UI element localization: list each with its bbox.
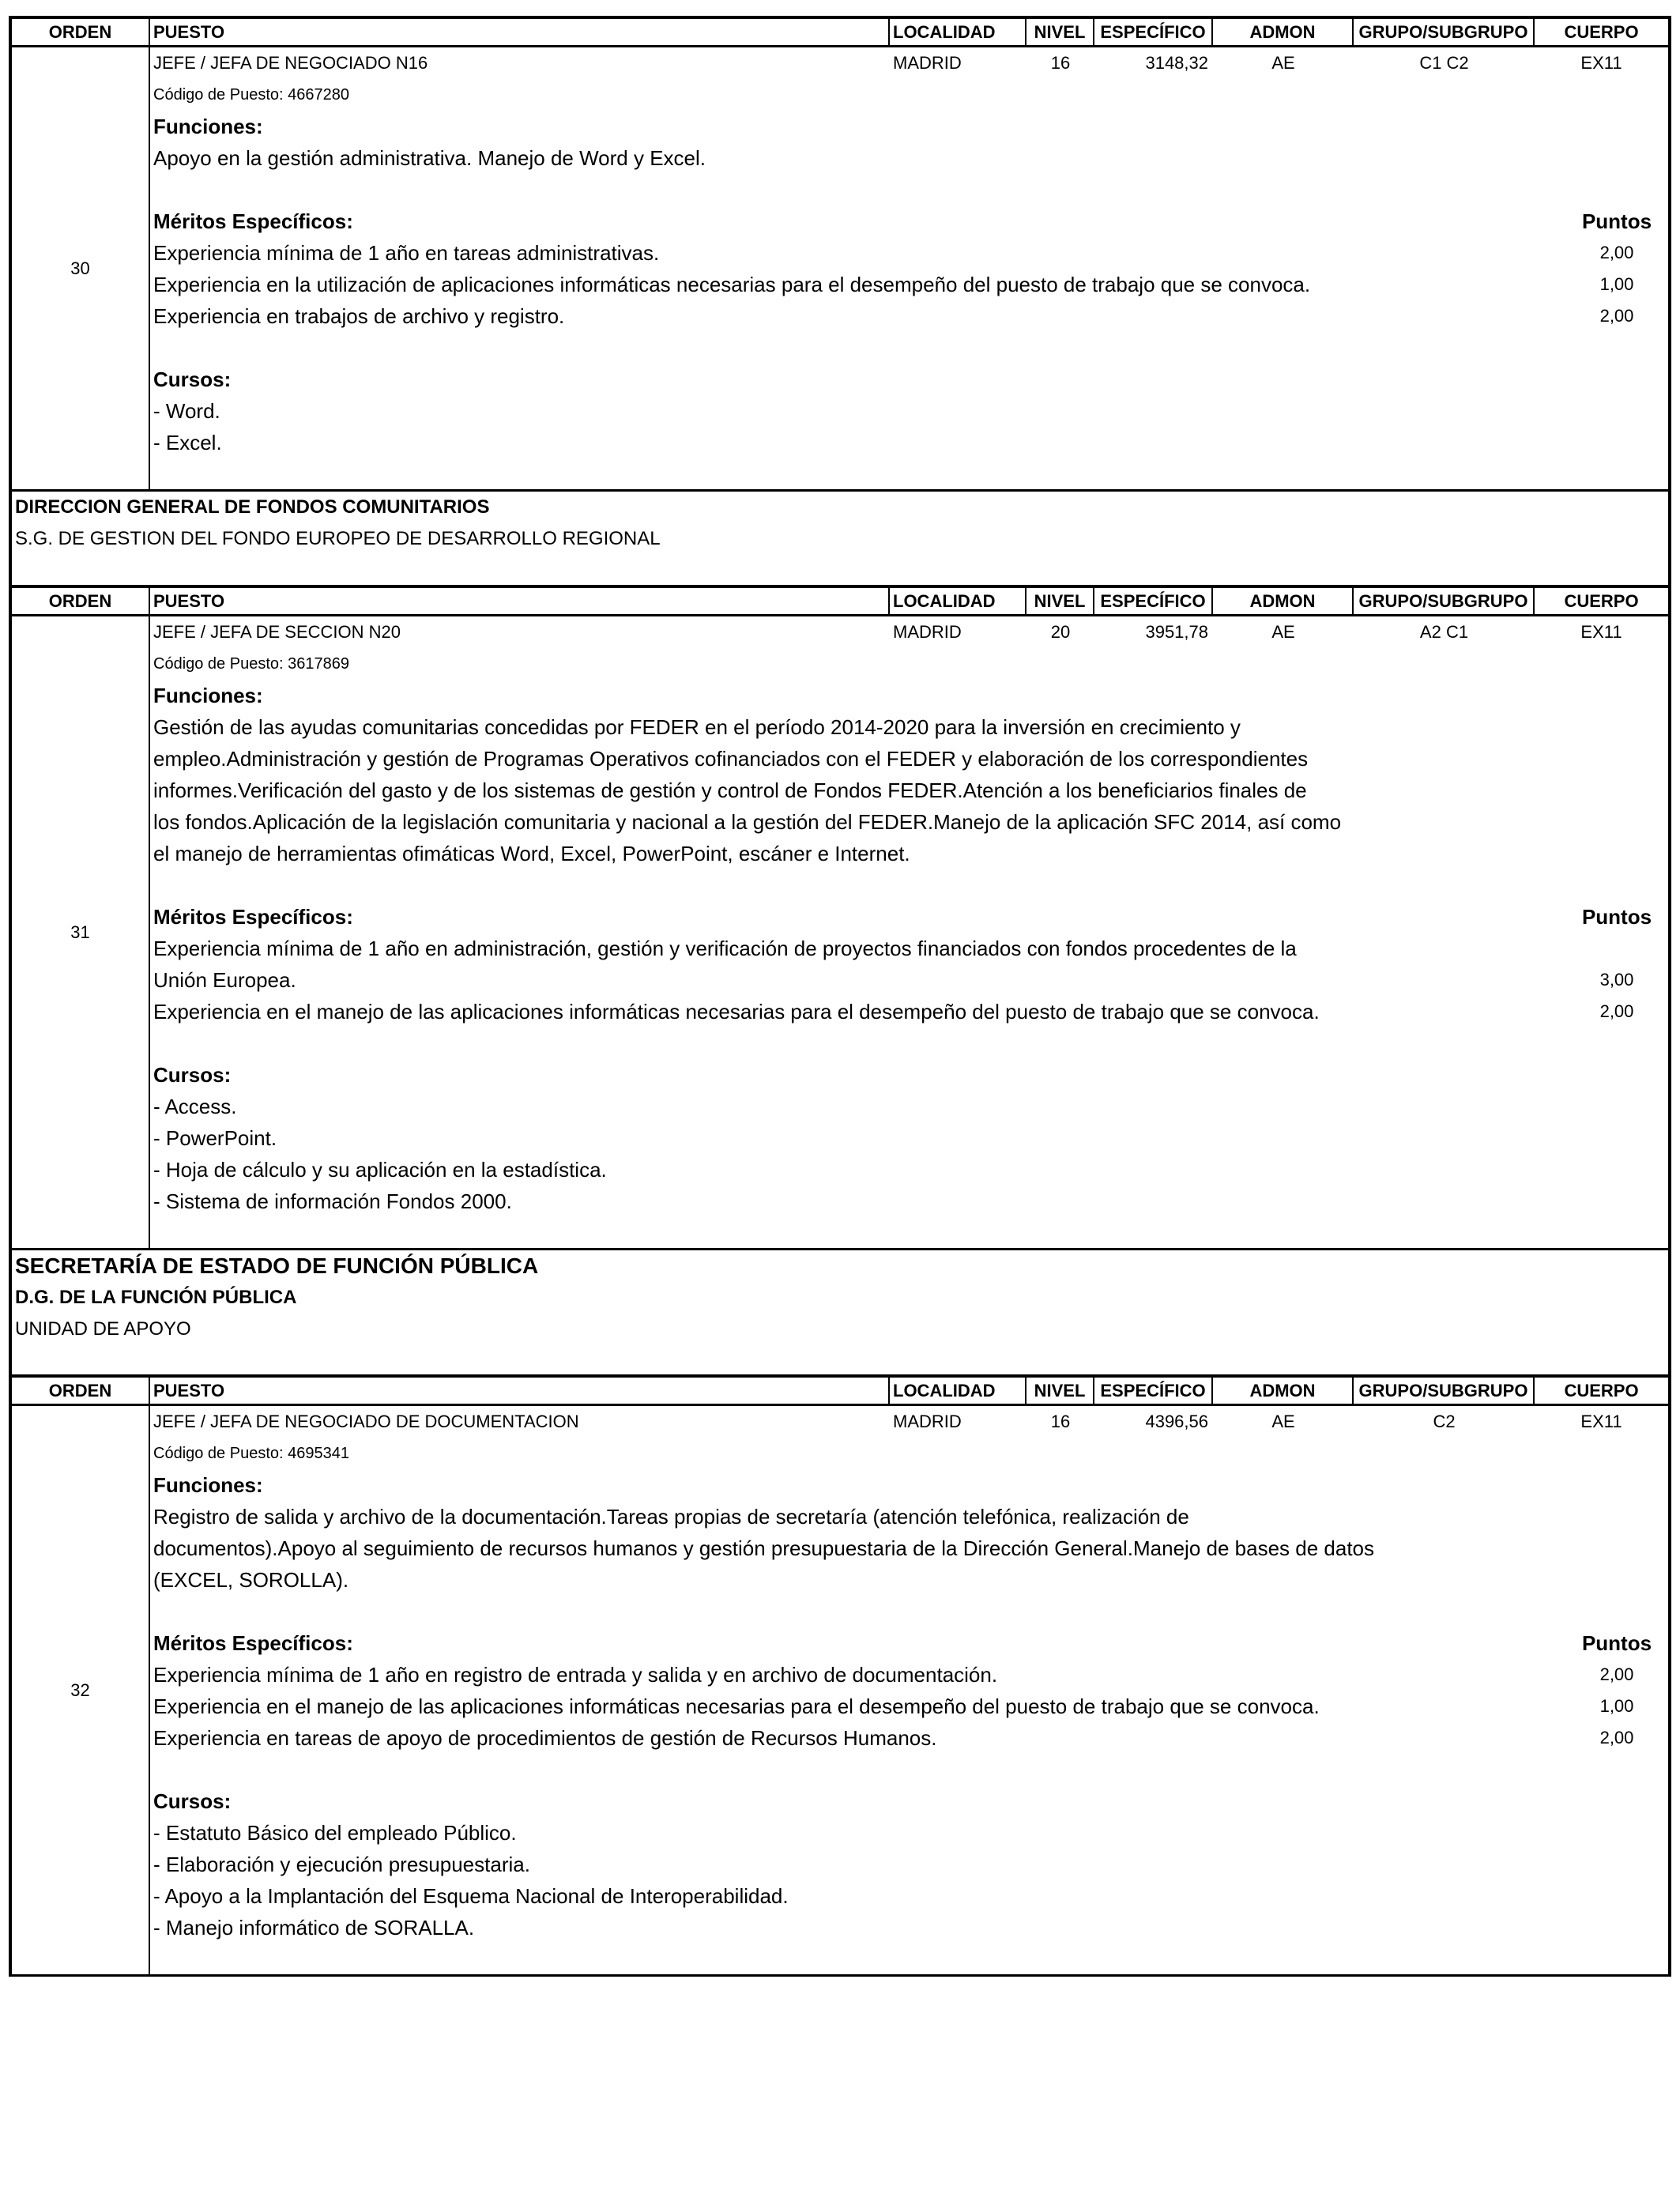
- entry-orden: 32: [12, 1406, 150, 1974]
- funciones-line: empleo.Administración y gestión de Programas Operativos cofinanciados con el FEDER y elaboración de los correspondientes: [153, 747, 1309, 771]
- funciones-label: Funciones:: [153, 1473, 263, 1497]
- merito-row: [153, 964, 1668, 996]
- puesto-title: JEFE / JEFA DE NEGOCIADO DE DOCUMENTACION: [153, 1412, 579, 1431]
- codigo-puesto: Código de Puesto: 3617869: [153, 655, 349, 673]
- header-localidad: LOCALIDAD: [890, 19, 1026, 45]
- section-secretaria: SECRETARÍA DE ESTADO DE FUNCIÓN PÚBLICA: [15, 1253, 539, 1278]
- header-admon: ADMON: [1213, 588, 1354, 614]
- column-header-row: [9, 16, 1671, 47]
- merito-text: Experiencia en el manejo de las aplicaciones informáticas necesarias para el desempeño del puesto de trabajo que se convoca.: [153, 1695, 1320, 1718]
- header-puesto: PUESTO: [150, 19, 890, 45]
- header-cuerpo: CUERPO: [1564, 1381, 1639, 1400]
- merito-row: [153, 269, 1668, 300]
- header-orden: ORDEN: [12, 588, 150, 614]
- puesto-localidad: MADRID: [893, 53, 962, 73]
- merito-text: Experiencia en trabajos de archivo y registro.: [153, 304, 565, 328]
- meritos-label: Méritos Específicos:: [153, 905, 353, 929]
- section-funcion-publica: [9, 1248, 1671, 1374]
- puesto-line: [153, 47, 1668, 79]
- funciones-label: Funciones:: [153, 684, 263, 707]
- puntos-label: Puntos: [1581, 1631, 1652, 1655]
- puesto-especifico: 4396,56: [1145, 1412, 1208, 1431]
- entry-31: [9, 616, 1671, 1248]
- funciones-line: los fondos.Aplicación de la legislación comunitaria y nacional a la gestión del FEDER.Manejo de la aplicación SFC 2014, así como: [153, 810, 1342, 834]
- header-cuerpo: CUERPO: [1564, 22, 1639, 42]
- puesto-localidad: MADRID: [893, 622, 962, 642]
- merito-points: 2,00: [1599, 306, 1634, 326]
- funciones-line: documentos).Apoyo al seguimiento de recursos humanos y gestión presupuestaria de la Dirección General.Manejo de bases de datos: [153, 1536, 1375, 1560]
- table-bottom-border: [9, 1974, 1671, 1977]
- puesto-cuerpo: EX11: [1580, 1412, 1622, 1431]
- merito-row: [153, 300, 1668, 332]
- header-nivel: NIVEL: [1026, 588, 1094, 614]
- puesto-nivel: 16: [1050, 53, 1071, 73]
- header-grupo: GRUPO/SUBGRUPO: [1354, 19, 1535, 45]
- merito-points: 2,00: [1599, 1728, 1634, 1747]
- curso-item: - Hoja de cálculo y su aplicación en la estadística.: [153, 1158, 607, 1182]
- section-fondos-comunitarios: [9, 489, 1671, 585]
- header-especifico: ESPECÍFICO: [1094, 588, 1213, 614]
- curso-item: - Elaboración y ejecución presupuestaria.: [153, 1853, 530, 1876]
- puesto-especifico: 3148,32: [1145, 53, 1208, 73]
- header-especifico: ESPECÍFICO: [1094, 1378, 1213, 1404]
- header-localidad: LOCALIDAD: [890, 1378, 1026, 1404]
- funciones-label: Funciones:: [153, 115, 263, 138]
- curso-item: - Estatuto Básico del empleado Público.: [153, 1821, 517, 1845]
- funciones-line: (EXCEL, SOROLLA).: [153, 1568, 349, 1592]
- header-puesto: PUESTO: [150, 1378, 890, 1404]
- puesto-admon: AE: [1271, 1412, 1295, 1431]
- entry-32: [9, 1406, 1671, 1974]
- header-orden: ORDEN: [12, 1378, 150, 1404]
- column-header-row: [9, 1374, 1671, 1406]
- funciones-line: Gestión de las ayudas comunitarias concedidas por FEDER en el período 2014-2020 para la inversión en crecimiento y: [153, 715, 1241, 739]
- funciones-line: el manejo de herramientas ofimáticas Word, Excel, PowerPoint, escáner e Internet.: [153, 842, 910, 865]
- header-grupo: GRUPO/SUBGRUPO: [1354, 1378, 1535, 1404]
- cursos-label: Cursos:: [153, 368, 232, 391]
- funciones-line: Registro de salida y archivo de la documentación.Tareas propias de secretaría (atención telefónica, realización de: [153, 1505, 1189, 1529]
- puesto-title: JEFE / JEFA DE NEGOCIADO N16: [153, 53, 428, 73]
- meritos-label: Méritos Específicos:: [153, 1631, 353, 1655]
- curso-item: - Word.: [153, 399, 220, 423]
- entry-body: [150, 616, 1668, 1248]
- merito-row: [153, 996, 1668, 1027]
- merito-text: Experiencia en el manejo de las aplicaciones informáticas necesarias para el desempeño del puesto de trabajo que se convoca.: [153, 1000, 1320, 1023]
- header-orden: ORDEN: [12, 19, 150, 45]
- section-direccion: DIRECCION GENERAL DE FONDOS COMUNITARIOS: [15, 496, 490, 518]
- header-puesto: PUESTO: [150, 588, 890, 614]
- merito-points: 1,00: [1599, 1696, 1634, 1716]
- section-unidad: UNIDAD DE APOYO: [15, 1318, 191, 1340]
- merito-row: [153, 1722, 1668, 1754]
- puntos-label: Puntos: [1581, 905, 1652, 929]
- puesto-title: JEFE / JEFA DE SECCION N20: [153, 622, 401, 642]
- merito-text: Experiencia en tareas de apoyo de procedimientos de gestión de Recursos Humanos.: [153, 1726, 937, 1750]
- puesto-grupo: C2: [1433, 1412, 1456, 1431]
- puesto-cuerpo: EX11: [1580, 53, 1622, 73]
- puesto-cuerpo: EX11: [1580, 622, 1622, 642]
- puesto-grupo: A2 C1: [1419, 622, 1469, 642]
- merito-text: Experiencia mínima de 1 año en tareas administrativas.: [153, 241, 660, 265]
- header-localidad: LOCALIDAD: [890, 588, 1026, 614]
- curso-item: - Access.: [153, 1095, 237, 1118]
- entry-body: [150, 1406, 1668, 1974]
- cursos-label: Cursos:: [153, 1063, 232, 1087]
- merito-text: Experiencia mínima de 1 año en registro de entrada y salida y en archivo de documentación.: [153, 1663, 998, 1687]
- merito-text: Experiencia mínima de 1 año en administración, gestión y verificación de proyectos financiados con fondos procedentes de la: [153, 937, 1297, 960]
- cursos-label: Cursos:: [153, 1789, 232, 1813]
- funciones-line: informes.Verificación del gasto y de los sistemas de gestión y control de Fondos FEDER.Atención a los beneficiarios finales de: [153, 778, 1307, 802]
- entry-orden: 30: [12, 47, 150, 489]
- merito-text: Unión Europea.: [153, 968, 296, 992]
- curso-item: - Apoyo a la Implantación del Esquema Nacional de Interoperabilidad.: [153, 1884, 789, 1908]
- entry-body: [150, 47, 1668, 489]
- puesto-admon: AE: [1271, 622, 1295, 642]
- merito-points: 2,00: [1599, 243, 1634, 262]
- header-grupo: GRUPO/SUBGRUPO: [1354, 588, 1535, 614]
- merito-text: Experiencia en la utilización de aplicaciones informáticas necesarias para el desempeño del puesto de trabajo que se convoca.: [153, 273, 1311, 296]
- header-nivel: NIVEL: [1026, 19, 1094, 45]
- merito-row: [153, 933, 1668, 964]
- merito-points: [1565, 933, 1668, 964]
- meritos-label: Méritos Específicos:: [153, 209, 353, 233]
- curso-item: - Excel.: [153, 431, 222, 454]
- section-subdireccion: S.G. DE GESTION DEL FONDO EUROPEO DE DESARROLLO REGIONAL: [15, 528, 661, 549]
- puesto-line: [153, 1406, 1668, 1438]
- puesto-line: [153, 616, 1668, 648]
- puesto-grupo: C1 C2: [1419, 53, 1469, 73]
- header-cuerpo: CUERPO: [1564, 591, 1639, 611]
- merito-row: [153, 1659, 1668, 1691]
- puntos-label: Puntos: [1581, 209, 1652, 233]
- entry-30: [9, 47, 1671, 489]
- puesto-especifico: 3951,78: [1145, 622, 1208, 642]
- puesto-nivel: 16: [1050, 1412, 1071, 1431]
- puesto-admon: AE: [1271, 53, 1295, 73]
- puesto-localidad: MADRID: [893, 1412, 962, 1431]
- merito-row: [153, 1691, 1668, 1722]
- header-admon: ADMON: [1213, 19, 1354, 45]
- merito-points: 2,00: [1599, 1001, 1634, 1021]
- merito-points: 1,00: [1599, 274, 1634, 294]
- header-nivel: NIVEL: [1026, 1378, 1094, 1404]
- puesto-nivel: 20: [1050, 622, 1071, 642]
- column-header-row: [9, 585, 1671, 616]
- header-admon: ADMON: [1213, 1378, 1354, 1404]
- codigo-puesto: Código de Puesto: 4667280: [153, 86, 349, 104]
- header-especifico: ESPECÍFICO: [1094, 19, 1213, 45]
- curso-item: - Manejo informático de SORALLA.: [153, 1916, 475, 1940]
- curso-item: - Sistema de información Fondos 2000.: [153, 1189, 512, 1213]
- merito-points: 2,00: [1599, 1664, 1634, 1684]
- merito-row: [153, 237, 1668, 269]
- funciones-line: Apoyo en la gestión administrativa. Manejo de Word y Excel.: [153, 146, 706, 170]
- document: [9, 16, 1671, 1977]
- curso-item: - PowerPoint.: [153, 1126, 277, 1150]
- codigo-puesto: Código de Puesto: 4695341: [153, 1445, 349, 1462]
- section-direccion: D.G. DE LA FUNCIÓN PÚBLICA: [15, 1287, 297, 1308]
- merito-points: 3,00: [1599, 970, 1634, 990]
- entry-orden: 31: [12, 616, 150, 1248]
